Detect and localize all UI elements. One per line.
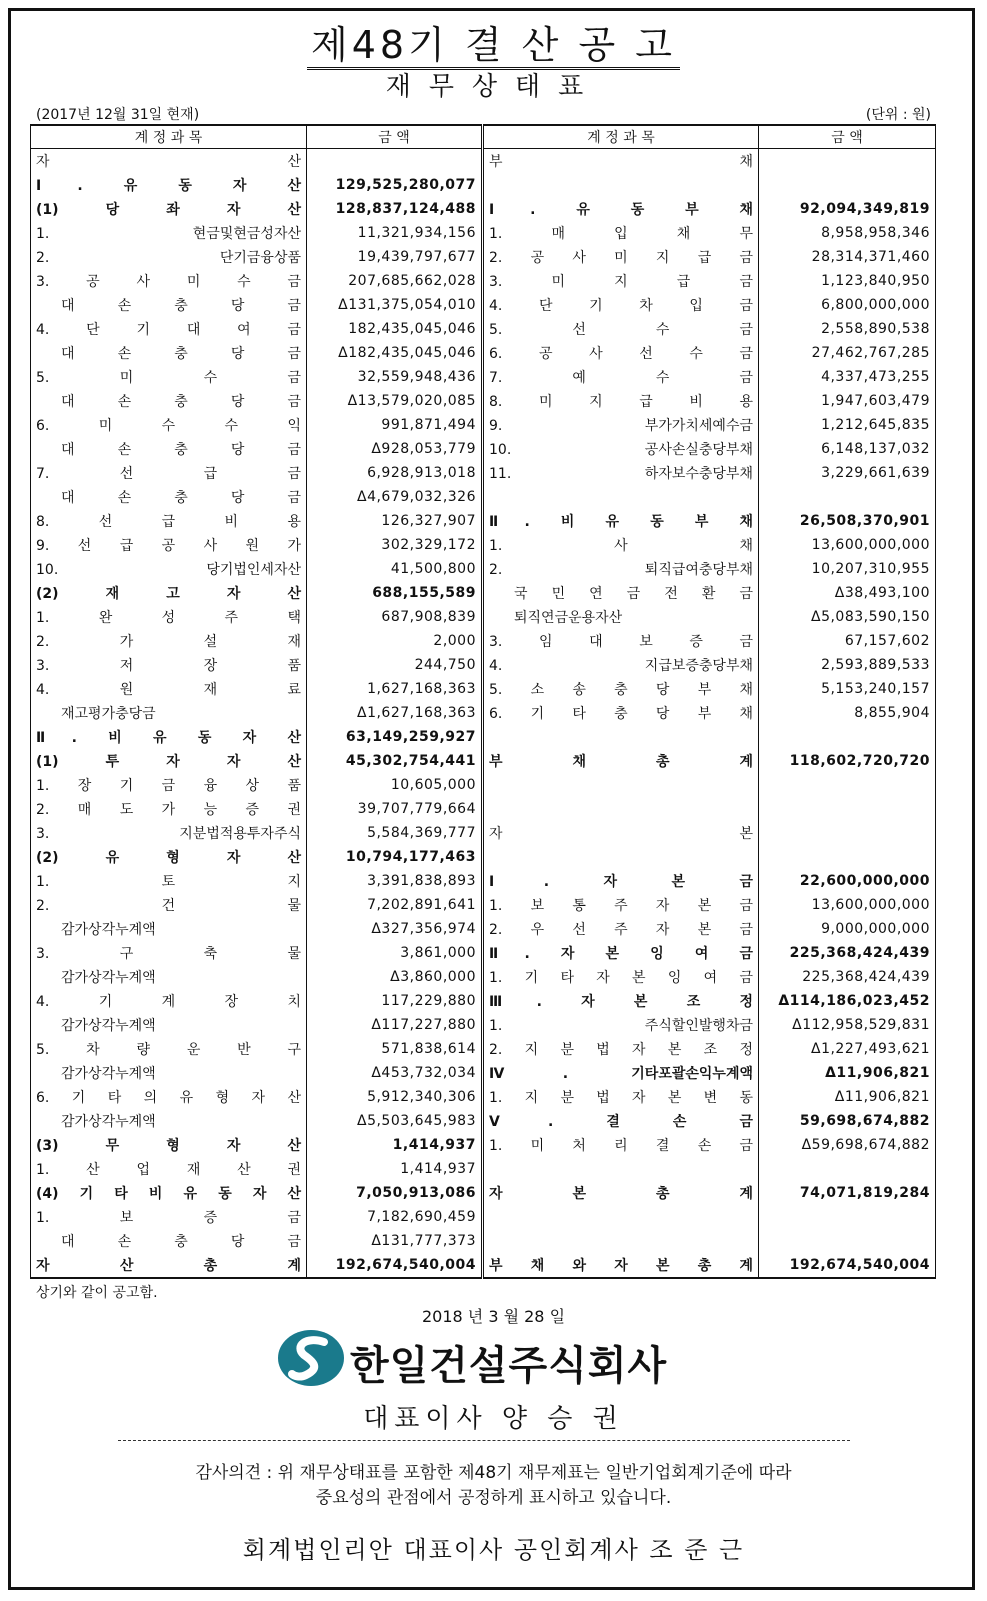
amount-left: Δ131,777,373 (307, 1229, 483, 1253)
amount-right: 28,314,371,460 (759, 245, 936, 269)
account-right (483, 797, 759, 821)
amount-left: 5,584,369,777 (307, 821, 483, 845)
account-left: 3. 저 장 품 (31, 653, 307, 677)
amount-right: 2,593,889,533 (759, 653, 936, 677)
account-left: 1. 토 지 (31, 869, 307, 893)
account-right: 4. 단 기 차 입 금 (483, 293, 759, 317)
amount-left: Δ131,375,054,010 (307, 293, 483, 317)
amount-right (759, 149, 936, 174)
account-left: 2. 단기금융상품 (31, 245, 307, 269)
amount-right: Δ5,083,590,150 (759, 605, 936, 629)
amount-right (759, 773, 936, 797)
table-row (31, 725, 936, 749)
account-right (483, 1229, 759, 1253)
table-row (31, 1085, 936, 1109)
account-left: 1. 산 업 재 산 권 (31, 1157, 307, 1181)
amount-right: 10,207,310,955 (759, 557, 936, 581)
amount-left: 2,000 (307, 629, 483, 653)
amount-right: 13,600,000,000 (759, 533, 936, 557)
account-right: Ⅲ. 자 본 조 정 (483, 989, 759, 1013)
amount-left: 5,912,340,306 (307, 1085, 483, 1109)
account-right: 1. 사 채 (483, 533, 759, 557)
table-row (31, 917, 936, 941)
amount-left: 991,871,494 (307, 413, 483, 437)
account-right: 4. 지급보증충당부채 (483, 653, 759, 677)
amount-left: Δ1,627,168,363 (307, 701, 483, 725)
table-row (31, 701, 936, 725)
amount-right (759, 845, 936, 869)
amount-right: Δ11,906,821 (759, 1061, 936, 1085)
amount-right: 9,000,000,000 (759, 917, 936, 941)
amount-left: 1,414,937 (307, 1133, 483, 1157)
account-right: Ⅱ. 비 유 동 부 채 (483, 509, 759, 533)
account-right: 7. 예 수 금 (483, 365, 759, 389)
amount-right: Δ59,698,674,882 (759, 1133, 936, 1157)
account-left: Ⅱ. 비 유 동 자 산 (31, 725, 307, 749)
amount-right: Δ1,227,493,621 (759, 1037, 936, 1061)
amount-left: 571,838,614 (307, 1037, 483, 1061)
amount-left: 7,182,690,459 (307, 1205, 483, 1229)
amount-right: 13,600,000,000 (759, 893, 936, 917)
account-right: 2. 우 선 주 자 본 금 (483, 917, 759, 941)
amount-left: 19,439,797,677 (307, 245, 483, 269)
amount-right: Δ38,493,100 (759, 581, 936, 605)
account-right: Ⅱ. 자 본 잉 여 금 (483, 941, 759, 965)
amount-right: 59,698,674,882 (759, 1109, 936, 1133)
table-row (31, 173, 936, 197)
amount-right: 118,602,720,720 (759, 749, 936, 773)
amount-left: 32,559,948,436 (307, 365, 483, 389)
account-right: 6. 공 사 선 수 금 (483, 341, 759, 365)
account-left: (1) 당 좌 자 산 (31, 197, 307, 221)
account-left: 4. 원 재 료 (31, 677, 307, 701)
ceo-name: 대표이사 양 승 권 (363, 1404, 624, 1434)
account-left: 2. 건 물 (31, 893, 307, 917)
amount-left: Δ117,227,880 (307, 1013, 483, 1037)
amount-right (759, 485, 936, 509)
company-name: 한일건설주식회사 (350, 1343, 668, 1389)
account-right: 자 본 (483, 821, 759, 845)
account-left: 7. 선 급 금 (31, 461, 307, 485)
table-row (31, 365, 936, 389)
account-right: 부 채 와 자 본 총 계 (483, 1253, 759, 1278)
table-row (31, 1061, 936, 1085)
table-row (31, 749, 936, 773)
amount-left: 10,794,177,463 (307, 845, 483, 869)
account-left: 대 손 충 당 금 (31, 341, 307, 365)
account-left: 6. 기 타 의 유 형 자 산 (31, 1085, 307, 1109)
amount-left: Δ4,679,032,326 (307, 485, 483, 509)
table-row (31, 677, 936, 701)
table-row (31, 149, 936, 174)
account-left: 감가상각누계액 (31, 1061, 307, 1085)
amount-right: 2,558,890,538 (759, 317, 936, 341)
amount-right: 1,947,603,479 (759, 389, 936, 413)
account-right: Ⅰ. 자 본 금 (483, 869, 759, 893)
account-right: 5. 소 송 충 당 부 채 (483, 677, 759, 701)
table-row (31, 293, 936, 317)
account-right: 자 본 총 계 (483, 1181, 759, 1205)
amount-left: Δ5,503,645,983 (307, 1109, 483, 1133)
amount-right (759, 821, 936, 845)
amount-right: 6,148,137,032 (759, 437, 936, 461)
amount-right: Δ114,186,023,452 (759, 989, 936, 1013)
audit-firm: 회계법인리안 대표이사 공인회계사 조 준 근 (242, 1536, 745, 1564)
account-right (483, 485, 759, 509)
amount-right: 192,674,540,004 (759, 1253, 936, 1278)
amount-left: 3,391,838,893 (307, 869, 483, 893)
table-row (31, 1253, 936, 1278)
table-row (31, 1181, 936, 1205)
table-row (31, 773, 936, 797)
account-right (483, 1157, 759, 1181)
amount-left: 128,837,124,488 (307, 197, 483, 221)
amount-left: 302,329,172 (307, 533, 483, 557)
account-left: (2) 재 고 자 산 (31, 581, 307, 605)
notice-title: 제48기 결 산 공 고 (0, 14, 987, 69)
amount-left: 192,674,540,004 (307, 1253, 483, 1278)
table-row (31, 1109, 936, 1133)
amount-right: 225,368,424,439 (759, 965, 936, 989)
amount-right (759, 725, 936, 749)
account-right: 9. 부가가치세예수금 (483, 413, 759, 437)
account-left: 4. 기 계 장 치 (31, 989, 307, 1013)
amount-right: 26,508,370,901 (759, 509, 936, 533)
account-right: 부 채 총 계 (483, 749, 759, 773)
amount-left: 7,050,913,086 (307, 1181, 483, 1205)
account-right (483, 725, 759, 749)
amount-left: 1,414,937 (307, 1157, 483, 1181)
account-left: (4) 기 타 비 유 동 자 산 (31, 1181, 307, 1205)
account-left: 1. 보 증 금 (31, 1205, 307, 1229)
amount-left: 687,908,839 (307, 605, 483, 629)
account-right: 부 채 (483, 149, 759, 174)
amount-left: 244,750 (307, 653, 483, 677)
divider (118, 1440, 850, 1441)
table-row (31, 1229, 936, 1253)
amount-left: 182,435,045,046 (307, 317, 483, 341)
amount-left (307, 149, 483, 174)
account-right (483, 773, 759, 797)
account-left: 8. 선 급 비 용 (31, 509, 307, 533)
amount-right (759, 797, 936, 821)
account-left: 재고평가충당금 (31, 701, 307, 725)
account-right: 5. 선 수 금 (483, 317, 759, 341)
account-right: 국 민 연 금 전 환 금 (483, 581, 759, 605)
header-amount-right: 금 액 (759, 125, 936, 149)
company-logo-icon (276, 1328, 346, 1388)
amount-left: Δ928,053,779 (307, 437, 483, 461)
table-row (31, 461, 936, 485)
header-account-left: 계 정 과 목 (31, 125, 307, 149)
account-right: Ⅰ. 유 동 부 채 (483, 197, 759, 221)
account-left: 2. 가 설 재 (31, 629, 307, 653)
account-left: 1. 현금및현금성자산 (31, 221, 307, 245)
amount-left: 39,707,779,664 (307, 797, 483, 821)
table-row (31, 557, 936, 581)
account-right: 8. 미 지 급 비 용 (483, 389, 759, 413)
account-right: 2. 공 사 미 지 급 금 (483, 245, 759, 269)
account-left: 3. 공 사 미 수 금 (31, 269, 307, 293)
table-row (31, 341, 936, 365)
table-row (31, 1037, 936, 1061)
statement-title: 재무상태표 (385, 72, 602, 102)
table-row (31, 485, 936, 509)
table-row (31, 605, 936, 629)
table-row (31, 797, 936, 821)
table-row (31, 821, 936, 845)
account-right (483, 173, 759, 197)
amount-left: 11,321,934,156 (307, 221, 483, 245)
account-left: 감가상각누계액 (31, 1109, 307, 1133)
account-left: 감가상각누계액 (31, 1013, 307, 1037)
table-row (31, 629, 936, 653)
account-left: 대 손 충 당 금 (31, 293, 307, 317)
amount-left: 7,202,891,641 (307, 893, 483, 917)
table-row (31, 941, 936, 965)
unit-note: (단위 : 원) (865, 107, 931, 123)
account-left: 9. 선 급 공 사 원 가 (31, 533, 307, 557)
amount-right: 8,958,958,346 (759, 221, 936, 245)
footer-note: 상기와 같이 공고함. (36, 1285, 158, 1301)
balance-sheet-table (30, 124, 936, 1279)
publication-date: 2018 년 3 월 28 일 (421, 1307, 566, 1326)
amount-left: Δ13,579,020,085 (307, 389, 483, 413)
account-left: 3. 지분법적용투자주식 (31, 821, 307, 845)
amount-right: 1,123,840,950 (759, 269, 936, 293)
account-right: Ⅳ. 기타포괄손익누계액 (483, 1061, 759, 1085)
amount-left: Δ327,356,974 (307, 917, 483, 941)
table-row (31, 965, 936, 989)
amount-left: 63,149,259,927 (307, 725, 483, 749)
table-row (31, 989, 936, 1013)
table-row (31, 269, 936, 293)
amount-left: 3,861,000 (307, 941, 483, 965)
amount-right: 225,368,424,439 (759, 941, 936, 965)
table-row (31, 845, 936, 869)
amount-right (759, 1229, 936, 1253)
account-right (483, 845, 759, 869)
table-row (31, 1013, 936, 1037)
amount-right: 6,800,000,000 (759, 293, 936, 317)
table-row (31, 893, 936, 917)
date-note: (2017년 12월 31일 현재) (36, 107, 200, 123)
account-left: 대 손 충 당 금 (31, 1229, 307, 1253)
amount-left: Δ182,435,045,046 (307, 341, 483, 365)
amount-right (759, 173, 936, 197)
account-left: 6. 미 수 수 익 (31, 413, 307, 437)
header-amount-left: 금 액 (307, 125, 483, 149)
account-right: 1. 미 처 리 결 손 금 (483, 1133, 759, 1157)
amount-left: 10,605,000 (307, 773, 483, 797)
account-left: 10. 당기법인세자산 (31, 557, 307, 581)
account-left: 대 손 충 당 금 (31, 389, 307, 413)
account-right (483, 1205, 759, 1229)
amount-left: Δ3,860,000 (307, 965, 483, 989)
account-left: 감가상각누계액 (31, 965, 307, 989)
account-right: 1. 보 통 주 자 본 금 (483, 893, 759, 917)
account-left: (2) 유 형 자 산 (31, 845, 307, 869)
amount-right: 92,094,349,819 (759, 197, 936, 221)
amount-left: 688,155,589 (307, 581, 483, 605)
amount-right: 1,212,645,835 (759, 413, 936, 437)
account-right: 퇴직연금운용자산 (483, 605, 759, 629)
account-right: 1. 매 입 채 무 (483, 221, 759, 245)
amount-left: 126,327,907 (307, 509, 483, 533)
account-left: 4. 단 기 대 여 금 (31, 317, 307, 341)
amount-right (759, 1205, 936, 1229)
account-left: 1. 완 성 주 택 (31, 605, 307, 629)
amount-left: 6,928,913,018 (307, 461, 483, 485)
amount-right: 4,337,473,255 (759, 365, 936, 389)
account-left: (3) 무 형 자 산 (31, 1133, 307, 1157)
account-left: 5. 차 량 운 반 구 (31, 1037, 307, 1061)
table-row (31, 581, 936, 605)
account-right: 10. 공사손실충당부채 (483, 437, 759, 461)
account-left: 대 손 충 당 금 (31, 485, 307, 509)
account-right: 2. 퇴직급여충당부채 (483, 557, 759, 581)
amount-right: 67,157,602 (759, 629, 936, 653)
account-left: 자 산 총 계 (31, 1253, 307, 1278)
table-row (31, 1133, 936, 1157)
account-right: 1. 기 타 자 본 잉 여 금 (483, 965, 759, 989)
header-account-right: 계 정 과 목 (483, 125, 759, 149)
table-row (31, 245, 936, 269)
amount-right: Δ112,958,529,831 (759, 1013, 936, 1037)
account-right: 3. 미 지 급 금 (483, 269, 759, 293)
amount-right: 3,229,661,639 (759, 461, 936, 485)
account-left: (1) 투 자 자 산 (31, 749, 307, 773)
account-left: 5. 미 수 금 (31, 365, 307, 389)
amount-left: 1,627,168,363 (307, 677, 483, 701)
table-row (31, 197, 936, 221)
table-row (31, 389, 936, 413)
account-left: 3. 구 축 물 (31, 941, 307, 965)
amount-right (759, 1157, 936, 1181)
table-row (31, 1205, 936, 1229)
account-right: 2. 지 분 법 자 본 조 정 (483, 1037, 759, 1061)
account-left: 1. 장 기 금 융 상 품 (31, 773, 307, 797)
table-row (31, 221, 936, 245)
account-right: 1. 주식할인발행차금 (483, 1013, 759, 1037)
account-left: 자 산 (31, 149, 307, 174)
table-header-row (31, 125, 936, 149)
amount-left: 207,685,662,028 (307, 269, 483, 293)
amount-right: 8,855,904 (759, 701, 936, 725)
table-row (31, 413, 936, 437)
account-right: Ⅴ. 결 손 금 (483, 1109, 759, 1133)
account-left: Ⅰ. 유 동 자 산 (31, 173, 307, 197)
amount-left: 45,302,754,441 (307, 749, 483, 773)
table-row (31, 869, 936, 893)
table-row (31, 533, 936, 557)
amount-left: 117,229,880 (307, 989, 483, 1013)
account-right: 1. 지 분 법 자 본 변 동 (483, 1085, 759, 1109)
table-row (31, 1157, 936, 1181)
amount-right: 74,071,819,284 (759, 1181, 936, 1205)
account-right: 6. 기 타 충 당 부 채 (483, 701, 759, 725)
account-left: 대 손 충 당 금 (31, 437, 307, 461)
account-right: 11. 하자보수충당부채 (483, 461, 759, 485)
table-row (31, 317, 936, 341)
amount-right: 22,600,000,000 (759, 869, 936, 893)
table-row (31, 509, 936, 533)
account-left: 2. 매 도 가 능 증 권 (31, 797, 307, 821)
account-left: 감가상각누계액 (31, 917, 307, 941)
table-row (31, 437, 936, 461)
amount-right: 5,153,240,157 (759, 677, 936, 701)
audit-opinion-line2: 중요성의 관점에서 공정하게 표시하고 있습니다. (315, 1488, 672, 1508)
amount-left: Δ453,732,034 (307, 1061, 483, 1085)
amount-right: Δ11,906,821 (759, 1085, 936, 1109)
audit-opinion-line1: 감사의견 : 위 재무상태표를 포함한 제48기 재무제표는 일반기업회계기준에 따라 (195, 1463, 792, 1483)
amount-left: 41,500,800 (307, 557, 483, 581)
amount-left: 129,525,280,077 (307, 173, 483, 197)
amount-right: 27,462,767,285 (759, 341, 936, 365)
account-right: 3. 임 대 보 증 금 (483, 629, 759, 653)
table-row (31, 653, 936, 677)
